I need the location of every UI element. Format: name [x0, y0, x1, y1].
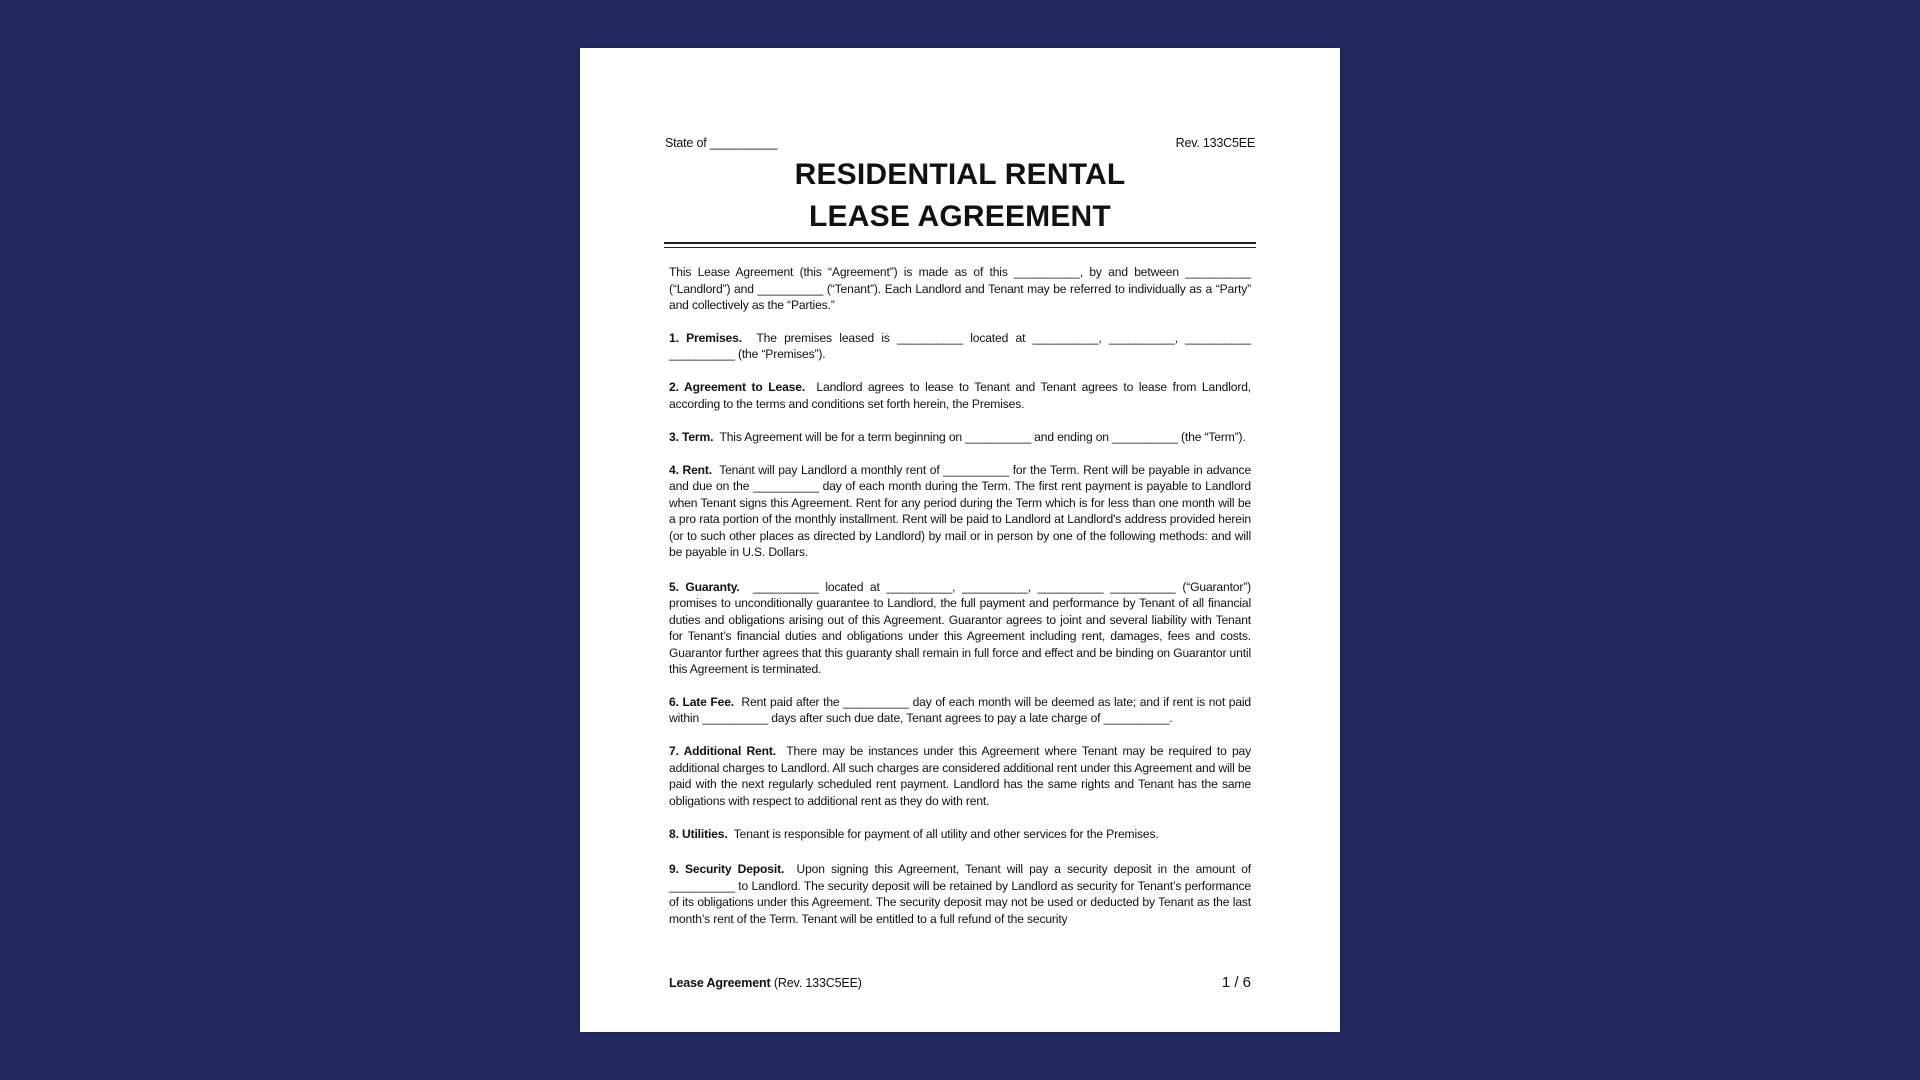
section-text: The premises leased is __________ located at __________, __________, __________ __________ (the “Premises”).	[669, 330, 1251, 362]
section-heading: 9. Security Deposit.	[669, 862, 785, 877]
state-field-label: State of __________	[665, 136, 778, 150]
intro-paragraph: This Lease Agreement (this “Agreement”) is made as of this __________, by and between __________ (“Landlord”) and __________ (“Tenant”). Each Landlord and Tenant may be referred to individually as a “Party” and collectively as the “Parties.”	[669, 265, 1251, 312]
section-heading: 5. Guaranty.	[669, 579, 740, 594]
title-double-rule	[664, 242, 1256, 248]
section-text: Tenant is responsible for payment of all utility and other services for the Premises.	[733, 826, 1159, 841]
section-heading: 8. Utilities.	[669, 826, 728, 841]
document-body	[669, 264, 1251, 944]
section-security-deposit	[669, 861, 1251, 927]
section-utilities	[669, 826, 1251, 843]
title-line-1: RESIDENTIAL RENTAL	[794, 158, 1126, 191]
section-late-fee	[669, 694, 1251, 727]
section-text: There may be instances under this Agreement where Tenant may be required to pay additional charges to Landlord. All such charges are considered additional rent under this Agreement and will be paid with the next regularly scheduled rent payment. Landlord has the same rights and Tenant has the same obligations with respect to additional rent as they do with rent.	[669, 744, 1252, 808]
document-header	[665, 136, 1255, 150]
section-heading: 2. Agreement to Lease.	[669, 380, 806, 395]
section-heading: 3. Term.	[669, 429, 714, 444]
section-premises	[669, 330, 1251, 363]
section-text: Landlord agrees to lease to Tenant and Tenant agrees to lease from Landlord, according to the terms and conditions set forth herein, the Premises.	[669, 380, 1251, 411]
section-heading: 4. Rent.	[669, 462, 712, 477]
section-heading: 1. Premises.	[669, 330, 742, 345]
document-footer	[669, 974, 1251, 991]
section-text: Rent paid after the __________ day of each month will be deemed as late; and if rent is not paid within __________ days after such due date, Tenant agrees to pay a late charge of __________.	[669, 694, 1252, 726]
document-title	[665, 154, 1255, 238]
footer-revision: (Rev. 133C5EE)	[773, 976, 862, 990]
section-heading: 6. Late Fee.	[669, 694, 735, 709]
section-text: __________ located at __________, __________, __________ __________ (“Guarantor”) promises to unconditionally guarantee to Landlord, the full payment and performance by Tenant of all financial duties and obligations arising out of this Agreement. Guarantor agrees to joint and several liability with Tenant for Tenant’s financial duties and obligations under this Agreement including rent, damages, fees and costs. Guarantor further agrees that this guaranty shall remain in full force and effect and be binding on Guarantor until this Agreement is terminated.	[669, 579, 1252, 677]
page-indicator: 1 / 6	[1221, 974, 1251, 991]
section-guaranty	[669, 579, 1251, 678]
revision-label: Rev. 133C5EE	[1175, 136, 1255, 150]
section-term	[669, 429, 1251, 446]
section-text: Tenant will pay Landlord a monthly rent of __________ for the Term. Rent will be payable in advance and due on the __________ day of each month during the Term. The first rent payment is payable to Landlord when Tenant signs this Agreement. Rent for any period during the Term which is for less than one month will be a pro rata portion of the monthly installment. Rent will be paid to Landlord at Landlord's address provided herein (or to such other places as directed by Landlord) by mail or in person by one of the following methods: and will be payable in U.S. Dollars.	[669, 462, 1252, 560]
section-heading: 7. Additional Rent.	[669, 744, 776, 759]
document-page	[580, 48, 1340, 1032]
section-agreement-to-lease	[669, 379, 1251, 412]
section-text: Upon signing this Agreement, Tenant will pay a security deposit in the amount of __________ to Landlord. The security deposit will be retained by Landlord as security for Tenant’s performance of its obligations under this Agreement. The security deposit may not be used or deducted by Tenant as the last month’s rent of the Term. Tenant will be entitled to a full refund of the security	[669, 862, 1252, 926]
title-line-2: LEASE AGREEMENT	[809, 200, 1111, 233]
section-text: This Agreement will be for a term beginning on __________ and ending on __________ (the “Term”).	[719, 429, 1246, 444]
footer-doc-label	[669, 976, 862, 990]
section-rent	[669, 462, 1251, 561]
section-additional-rent	[669, 743, 1251, 809]
footer-doc-name: Lease Agreement	[669, 976, 771, 990]
